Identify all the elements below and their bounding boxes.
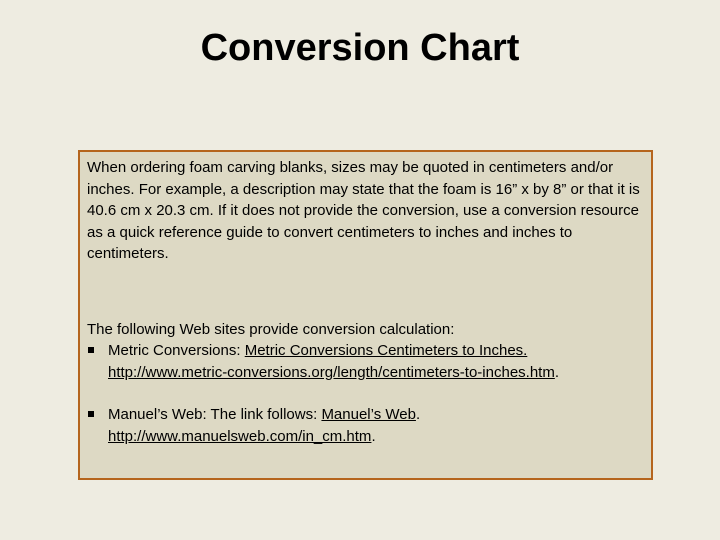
metric-conversions-url-link[interactable]: http://www.metric-conversions.org/length/centimeters-to-inches.htm: [108, 363, 555, 381]
square-bullet-icon: [88, 411, 94, 417]
manuels-web-link[interactable]: Manuel’s Web: [321, 406, 416, 423]
metric-conversions-link[interactable]: Metric Conversions Centimeters to Inches.: [244, 342, 528, 359]
site-item-manuels-web: [87, 404, 643, 447]
square-bullet-icon: [88, 347, 94, 353]
content-box: [78, 150, 653, 480]
sites-heading: The following Web sites provide conversion calculation:: [87, 320, 455, 338]
site-suffix: .: [554, 363, 560, 381]
sites-list: [87, 340, 643, 447]
site-suffix: .: [371, 427, 376, 445]
site-prefix: Metric Conversions:: [108, 342, 245, 359]
slide-title: Conversion Chart: [200, 27, 520, 69]
intro-paragraph: When ordering foam carving blanks, sizes may be quoted in centimeters and/or inches. For example, a description may state that the foam is 16” x by 8” or that it is 40.6 cm x 20.3 cm. If it does not provide the conversion, use a conversion resource as a quick reference guide to convert centimeters to inches and inches to centimeters.: [87, 159, 640, 262]
site-item-metric-conversions: [87, 340, 643, 383]
site-link-suffix: .: [415, 406, 421, 423]
site-prefix: Manuel’s Web: The link follows:: [108, 406, 322, 423]
manuels-web-url-link[interactable]: http://www.manuelsweb.com/in_cm.htm: [108, 427, 372, 445]
